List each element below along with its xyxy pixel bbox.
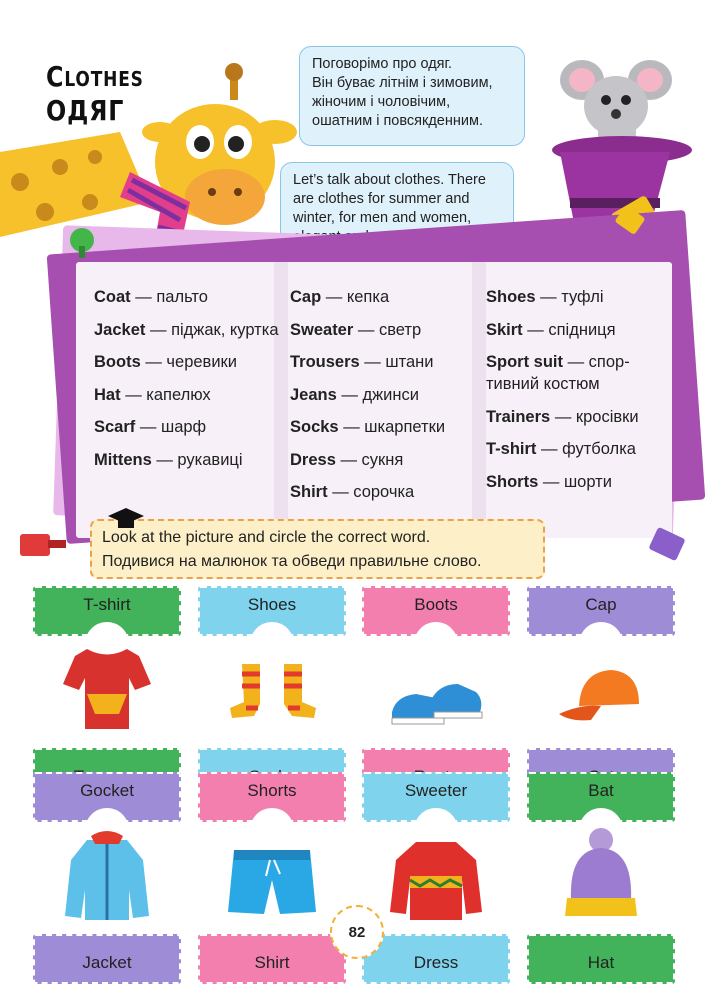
word-option-bottom[interactable]: Jacket [33,934,181,984]
bubble-line: жіночим і чоловічим, [312,94,451,110]
word-option-bottom[interactable]: Shirt [198,934,346,984]
pushpin-icon [608,200,652,244]
sweater-icon [386,820,486,930]
bubble-line: Let’s talk about clothes. There [293,172,486,188]
vocab-item: Trainers — кросівки [486,407,639,426]
speech-bubble-ukrainian [299,46,525,146]
shorts-icon [222,820,322,930]
word-option-top[interactable]: Bat [527,772,675,822]
vocab-item: Trousers — штани [290,353,434,371]
jacket-icon [57,820,157,930]
word-option-top[interactable]: Shorts [198,772,346,822]
vocab-item: Hat — капелюх [94,385,211,404]
word-card [362,772,510,985]
vocab-item: Shoes — туфлі [486,288,604,306]
bubble-line: winter, for men and women, [293,210,472,226]
word-option-top[interactable]: Boots [362,586,510,636]
word-card [362,586,510,799]
pushpin-icon [14,518,70,568]
word-option-top[interactable]: Shoes [198,586,346,636]
instruction-english: Look at the picture and circle the correct word. [102,529,431,546]
bubble-line: Поговорімо про одяг. [312,56,453,72]
t-shirt-icon [57,634,157,744]
vocab-item: Jacket — піджак, куртка [94,320,279,339]
vocab-item: Scarf — шарф [94,418,207,436]
vocab-item: Skirt — спідниця [486,320,616,339]
socks-icon [222,634,322,744]
bubble-line: Він буває літнім і зимовим, [312,75,493,91]
word-card [33,586,181,799]
bubble-line: ошатним і повсякденним. [312,113,483,129]
vocab-item: Jeans — джинси [290,385,419,404]
vocab-column-2 [290,286,480,514]
word-card [527,772,675,985]
title-ukrainian: ОДЯГ [46,94,125,127]
vocab-item: Coat — пальто [94,288,208,306]
word-card [198,586,346,799]
vocab-column-3 [486,286,676,503]
word-option-top[interactable]: Cap [527,586,675,636]
word-option-bottom[interactable]: Dress [362,934,510,984]
instruction-ukrainian: Подивися на малюнок та обведи правильне слово. [102,553,482,570]
word-card [527,586,675,799]
vocab-item: T-shirt — футболка [486,440,636,458]
vocab-item: Boots — черевики [94,353,237,371]
pushpin-icon [634,518,690,568]
title-english: Clothes [46,60,144,93]
vocab-item: Socks — шкарпетки [290,418,446,436]
vocab-item: Cap — кепка [290,288,390,306]
instruction-box [90,519,545,579]
word-option-bottom[interactable]: Hat [527,934,675,984]
word-option-top[interactable]: T-shirt [33,586,181,636]
graduation-cap-icon [106,506,146,532]
word-option-top[interactable]: Gocket [33,772,181,822]
vocab-item: Mittens — рукавиці [94,450,243,469]
page-number: 82 [330,905,384,959]
word-card [33,772,181,985]
vocab-item: Sport suit — спор-тивний костюм [486,353,630,393]
word-option-top[interactable]: Sweeter [362,772,510,822]
vocab-item: Shorts — шорти [486,472,612,491]
cap-icon [551,634,651,744]
vocab-item: Sweater — светр [290,320,422,339]
word-card [198,772,346,985]
vocabulary-board [76,262,672,538]
vocab-item: Shirt — сорочка [290,483,415,501]
vocab-item: Dress — сукня [290,450,404,469]
boots-icon [386,634,486,744]
hat-icon [551,820,651,930]
pushpin-icon [62,220,102,260]
bubble-line: are clothes for summer and [293,191,470,207]
vocab-column-1 [94,286,284,481]
